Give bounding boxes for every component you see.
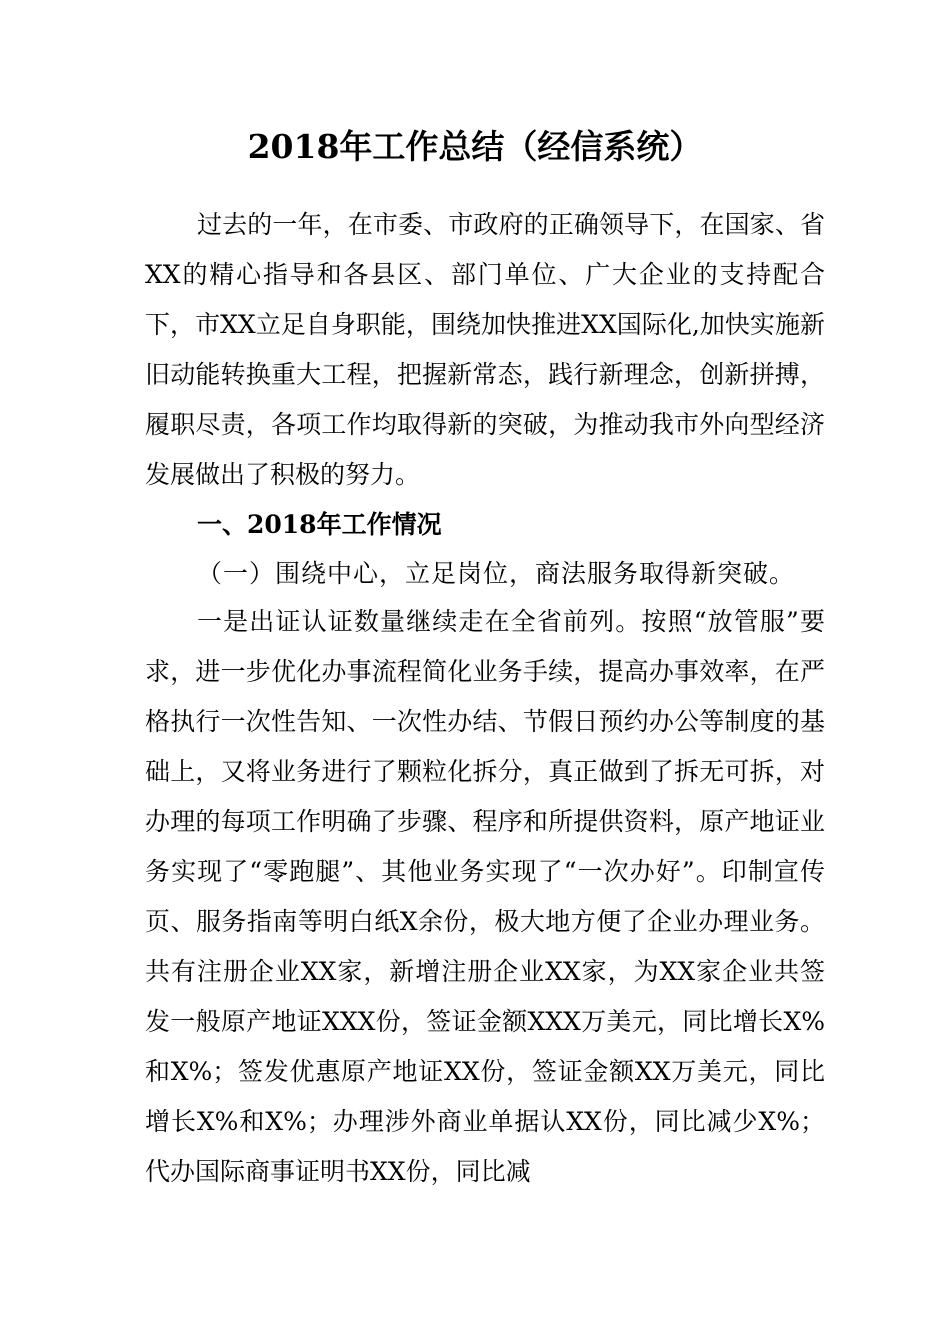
subsection-heading: （一）围绕中心，立足岗位，商法服务取得新突破。 bbox=[197, 559, 796, 588]
body-paragraph: 一是出证认证数量继续走在全省前列。按照“放管服”要求，进一步优化办事流程简化业务手续，提高办事效率，在严格执行一次性告知、一次性办结、节假日预约办公等制度的基础上，又将业务进行了颗粒化拆分，真正做到了拆无可拆，对办理的每项工作明确了步骤、程序和所提供资料，原产地证业务实现了“零跑腿”、其他业务实现了“一次办好”。印制宣传页、服务指南等明白纸X余份，极大地方便了企业办理业务。共有注册企业XX家，新增注册企业XX家，为XX家企业共签发一般原产地证XXX份，签证金额XXX万美元，同比增长X%和X%；签发优惠原产地证XX份，签证金额XX万美元，同比增长X%和X%；办理涉外商业单据认XX份，同比减少X%；代办国际商事证明书XX份，同比减 bbox=[145, 607, 825, 1186]
document-title: 2018年工作总结（经信系统） bbox=[247, 127, 703, 166]
section-heading: 一、2018年工作情况 bbox=[197, 510, 442, 539]
intro-paragraph: 过去的一年，在市委、市政府的正确领导下，在国家、省XX的精心指导和各县区、部门单位、广大企业的支持配合下，市XX立足自身职能，围绕加快推进XX国际化,加快实施新旧动能转换重大工程，把握新常态，践行新理念，创新拼搏，履职尽责，各项工作均取得新的突破，为推动我市外向型经济发展做出了积极的努力。 bbox=[145, 210, 825, 489]
